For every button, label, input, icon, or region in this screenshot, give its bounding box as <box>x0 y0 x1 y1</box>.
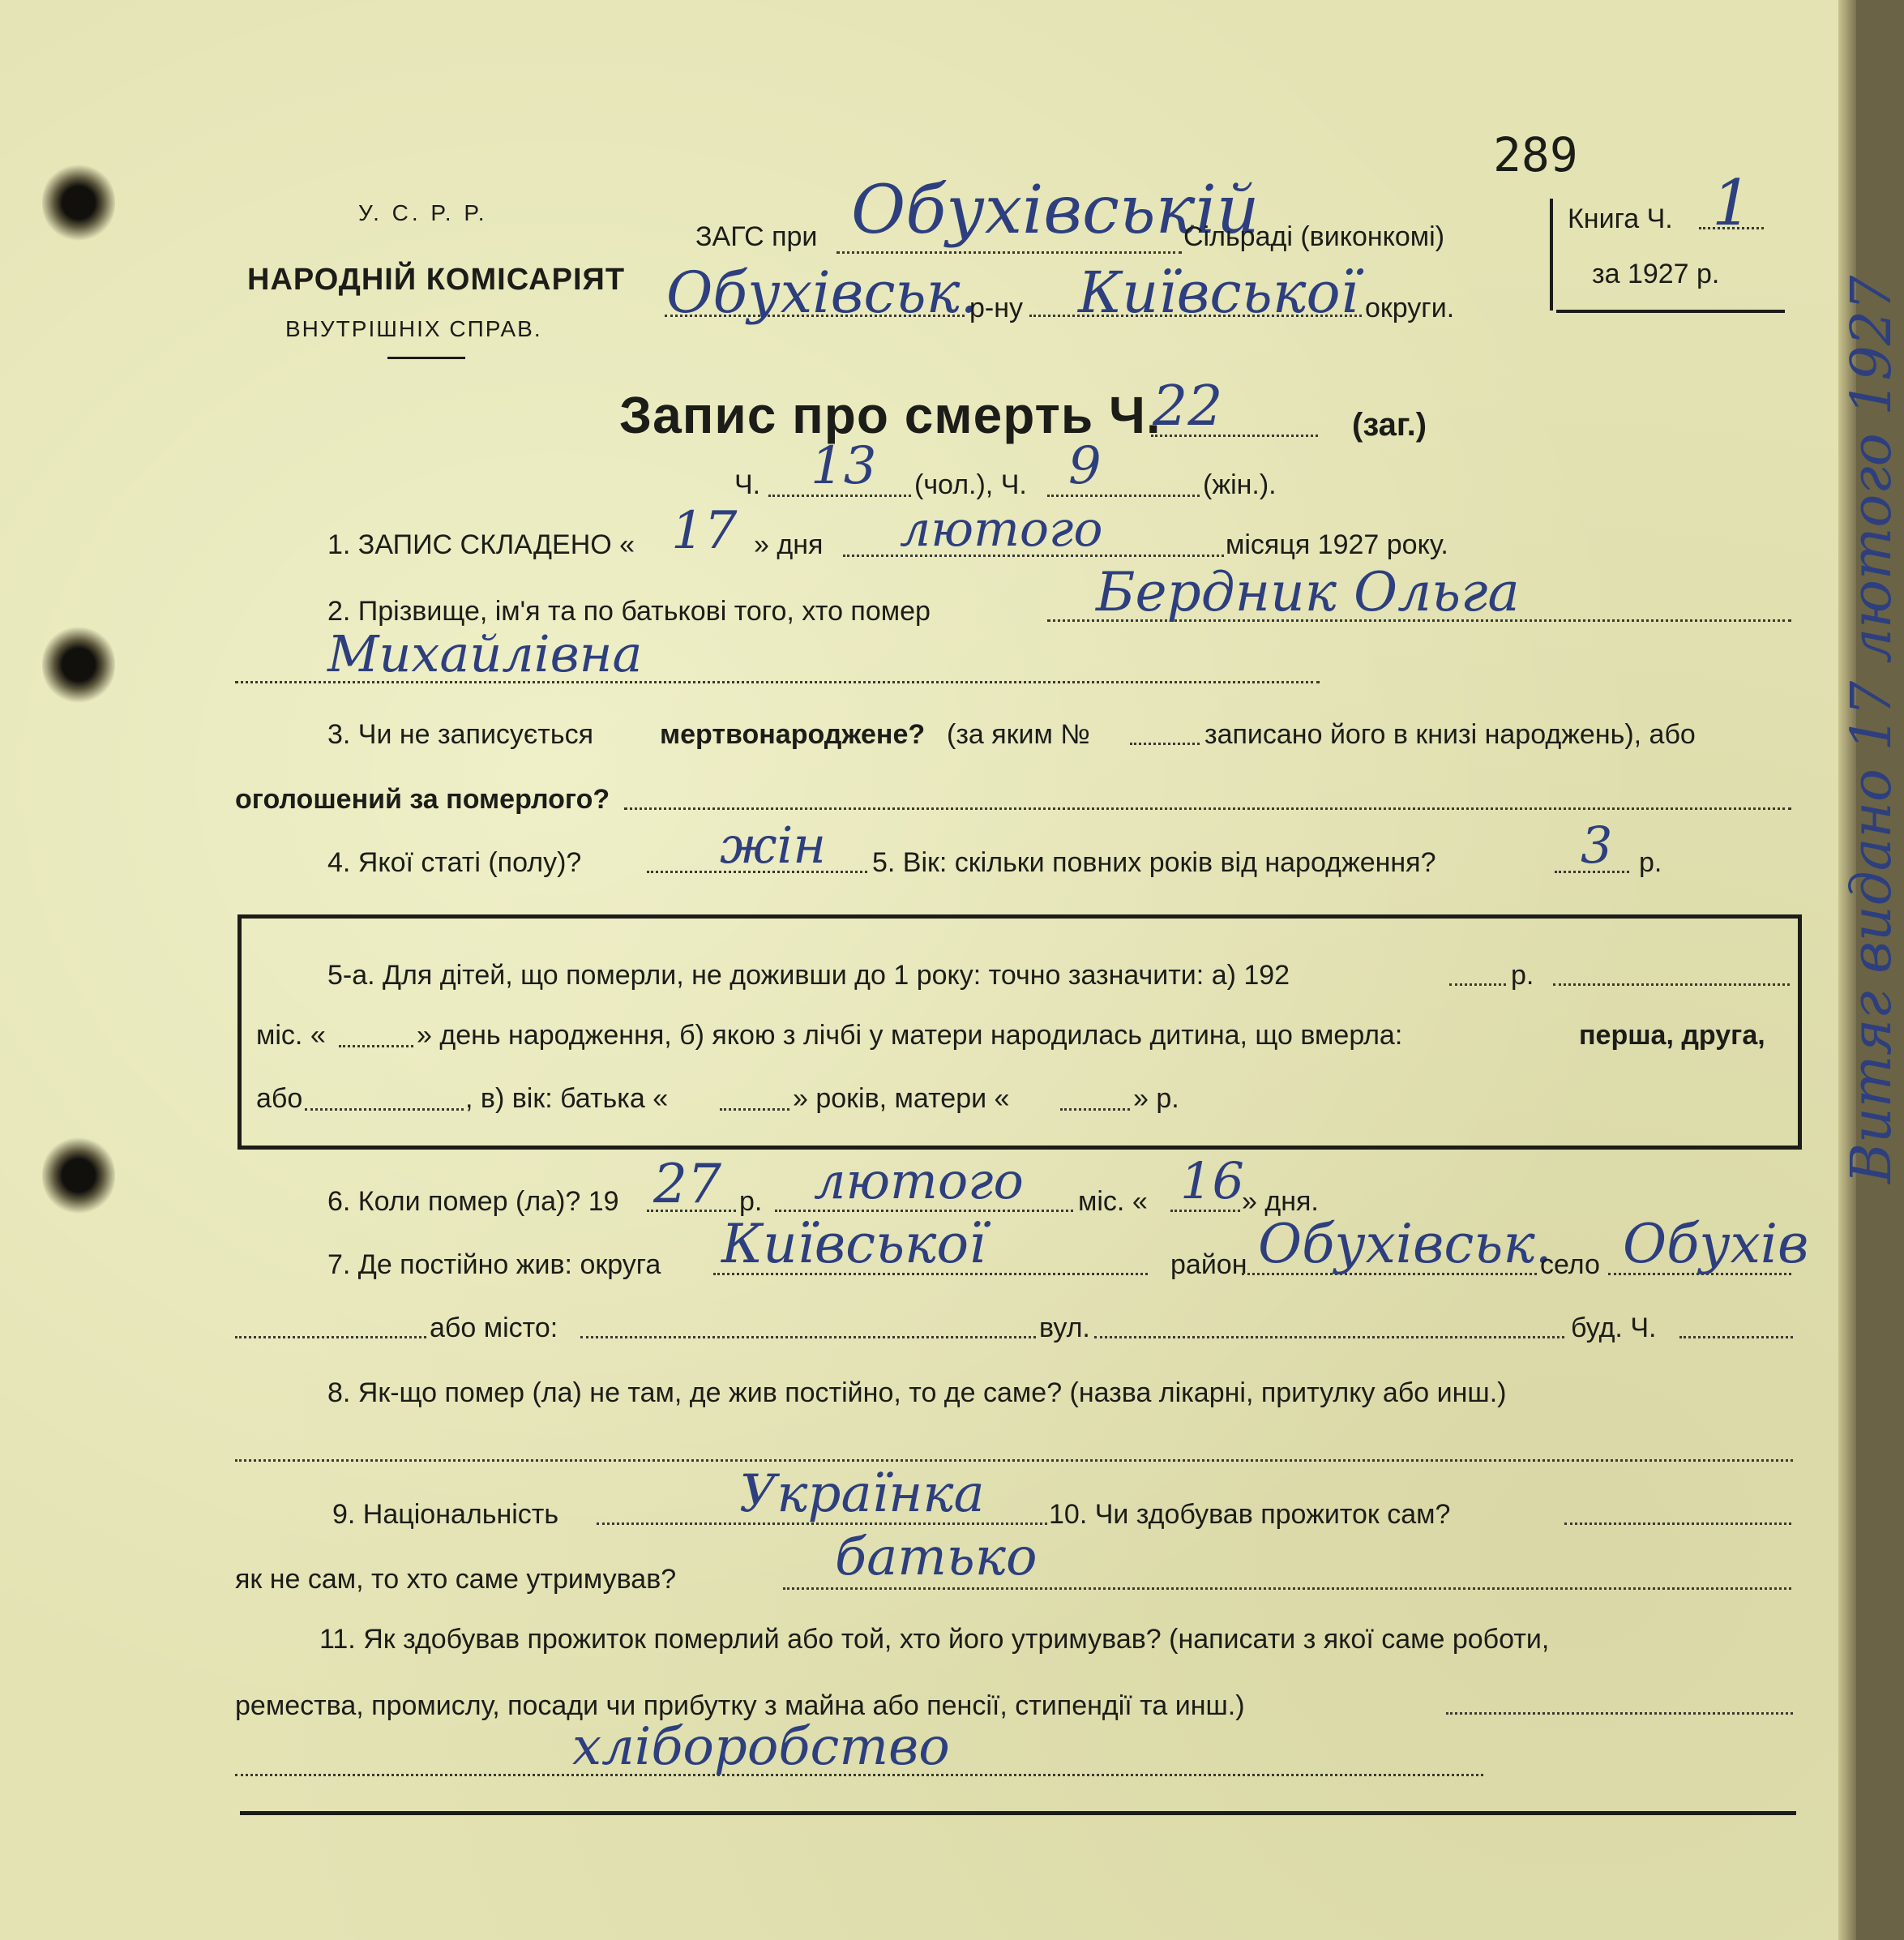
item1-day-handwritten: 17 <box>671 501 738 561</box>
item7-raion-label: район <box>1170 1249 1247 1280</box>
item10-self-line <box>1564 1522 1791 1525</box>
zags-council-suffix: Сільраді (виконкомі) <box>1183 221 1445 252</box>
book-box-bottom <box>1556 310 1785 313</box>
punch-hole <box>42 1135 115 1216</box>
item6-text-b: р. <box>739 1186 763 1217</box>
item7-selo-handwritten: Обухів <box>1623 1213 1809 1275</box>
sheet-number: 289 <box>1493 127 1578 182</box>
punch-hole <box>42 624 115 705</box>
item5a-line3-b: , в) вік: батька « <box>465 1083 669 1114</box>
book-year: за 1927 р. <box>1592 259 1720 289</box>
item5a-order-options: перша, друга, <box>1579 1020 1765 1051</box>
zags-okruha-handwritten: Київської <box>1078 259 1359 326</box>
item6-month-handwritten: лютого <box>814 1151 1024 1210</box>
counts-female-label: (жін.). <box>1203 469 1277 500</box>
item5a-month-line <box>339 1045 413 1047</box>
item7-raion-handwritten: Обухівськ. <box>1258 1213 1552 1275</box>
zags-council-line <box>836 251 1182 254</box>
counts-female-handwritten: 9 <box>1068 436 1102 496</box>
item5-age-handwritten: 3 <box>1581 816 1613 875</box>
item1-text-b: » дня <box>754 529 824 560</box>
item6-year-handwritten: 27 <box>653 1153 721 1215</box>
item1-text-c: місяця 1927 року. <box>1226 529 1448 560</box>
item5a-line3-a: або <box>256 1083 303 1114</box>
item4-text: 4. Якої статі (полу)? <box>327 847 582 878</box>
record-title: Запис про смерть Ч. <box>619 386 1162 444</box>
item7-house-label: буд. Ч. <box>1571 1313 1657 1343</box>
zags-prefix: ЗАГС при <box>695 221 818 252</box>
book-number-handwritten: 1 <box>1712 167 1752 240</box>
item7-city-label: або місто: <box>430 1313 558 1343</box>
item6-text-c: міс. « <box>1078 1186 1148 1217</box>
item10-supporter-handwritten: батько <box>835 1527 1038 1587</box>
item2-name-handwritten: Бердник Ольга <box>1096 561 1520 623</box>
item3-line1-d: записано його в книзі народжень), або <box>1204 719 1696 750</box>
item3-stillborn: мертвонароджене? <box>660 719 926 750</box>
infant-details-box <box>237 914 1802 1150</box>
item5a-order-line <box>305 1108 464 1111</box>
item5a-line2-a: міс. « <box>256 1020 326 1051</box>
margin-note-handwritten: Витяг видано 17 лютого 1927 <box>1840 275 1904 1184</box>
item7-street-line <box>1094 1336 1564 1338</box>
item7-okruha-handwritten: Київської <box>721 1213 986 1275</box>
item11-line2-dots <box>1446 1712 1793 1715</box>
item4-sex-handwritten: жін <box>720 816 827 875</box>
item5a-father-age-line <box>720 1108 789 1111</box>
item7-text-a: 7. Де постійно жив: округа <box>327 1249 661 1280</box>
counts-prefix: Ч. <box>734 469 761 500</box>
item5a-line3-d: » р. <box>1133 1083 1179 1114</box>
item5-age-unit: р. <box>1639 847 1662 878</box>
item3-number-line <box>1130 743 1200 745</box>
item10-supporter-text: як не сам, то хто саме утримував? <box>235 1564 677 1595</box>
item5a-mother-age-line <box>1060 1108 1130 1111</box>
item8-place-line <box>235 1459 1793 1462</box>
item5a-line1: 5-а. Для дітей, що померли, не доживши до 1 року: точно зазначити: а) 192 <box>327 960 1290 991</box>
item6-day-handwritten: 16 <box>1180 1151 1244 1210</box>
item5a-date-line <box>1553 983 1790 986</box>
item10-text: 10. Чи здобував прожиток сам? <box>1049 1499 1451 1530</box>
item10-supporter-line <box>783 1587 1791 1590</box>
record-title-suffix: (заг.) <box>1352 407 1427 443</box>
header-department: ВНУТРІШНІХ СПРАВ. <box>285 316 542 341</box>
item7-city-line <box>580 1336 1036 1338</box>
punch-hole <box>42 162 115 243</box>
zags-raion-handwritten: Обухівськ. <box>666 259 978 326</box>
item3-declared-line <box>624 807 1791 810</box>
item5-age-text: 5. Вік: скільки повних років від народження? <box>872 847 1436 878</box>
zags-okruha-label: округи. <box>1365 293 1455 323</box>
book-label: Книга Ч. <box>1568 203 1673 234</box>
item11-occupation-handwritten: хліборобство <box>572 1717 950 1777</box>
item1-month-handwritten: лютого <box>900 501 1103 558</box>
item11-line1: 11. Як здобував прожиток померлий або той, хто його утримував? (написати з якої саме роботи, <box>319 1624 1550 1655</box>
item3-line1-a: 3. Чи не записується <box>327 719 593 750</box>
item7-pre-city-line <box>235 1336 426 1338</box>
book-box-left <box>1550 199 1553 310</box>
item7-house-line <box>1679 1336 1793 1338</box>
item7-street-label: вул. <box>1039 1313 1090 1343</box>
item2-patronymic-handwritten: Михайлівна <box>327 624 643 683</box>
zags-raion-label: р-ну <box>969 293 1024 323</box>
header-commissariat: НАРОДНІЙ КОМІСАРІЯТ <box>247 263 626 297</box>
item9-text: 9. Національність <box>332 1499 559 1530</box>
item2-text: 2. Прізвище, ім'я та по батькові того, хто помер <box>327 596 931 627</box>
item9-nationality-handwritten: Українка <box>739 1464 985 1524</box>
item11-line2: ремества, промислу, посади чи прибутку з майна або пенсії, стипендії та инш.) <box>235 1690 1245 1721</box>
item5a-line1-end: р. <box>1511 960 1534 991</box>
item6-text-d: » дня. <box>1242 1186 1319 1217</box>
item3-line1-c: (за яким № <box>947 719 1090 750</box>
item7-selo-label: село <box>1540 1249 1600 1280</box>
item8-text: 8. Як-що помер (ла) не там, де жив постійно, то де саме? (назва лікарні, притулку або инш.) <box>327 1377 1507 1408</box>
bottom-rule <box>240 1811 1796 1815</box>
record-number-handwritten: 22 <box>1153 375 1223 439</box>
item5a-line2-b: » день народження, б) якою з лічбі у матери народилась дитина, що вмерла: <box>417 1020 1403 1051</box>
item6-text-a: 6. Коли помер (ла)? 19 <box>327 1186 619 1217</box>
counts-male-label: (чол.), Ч. <box>914 469 1027 500</box>
zags-council-handwritten: Обухівській <box>851 172 1260 249</box>
item5a-line3-c: » років, матери « <box>793 1083 1010 1114</box>
header-divider <box>387 357 465 359</box>
item5a-year-line <box>1449 983 1506 986</box>
counts-male-handwritten: 13 <box>811 436 877 496</box>
item1-text-a: 1. ЗАПИС СКЛАДЕНО « <box>327 529 635 560</box>
header-ussr: У. С. Р. Р. <box>358 200 488 225</box>
item3-declared-dead: оголошений за померлого? <box>235 784 610 815</box>
